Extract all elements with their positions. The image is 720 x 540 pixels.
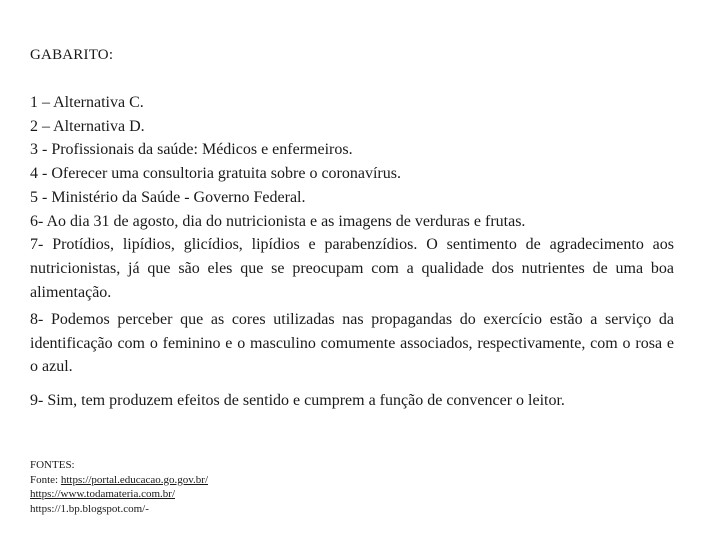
sources-heading: FONTES: (30, 459, 75, 471)
answer-text: Profissionais da saúde: Médicos e enfermeiros. (51, 141, 353, 159)
source-line-2 (30, 487, 208, 502)
answer-text: Protídios, lipídios, glicídios, lipídios e parabenzídios. O sentimento de agradecimento aos nutricionistas, já que são eles que se preocupam com a qualidade dos nutrientes de uma boa alimentação. (30, 236, 675, 301)
answer-item-3 (30, 138, 674, 162)
answer-item-1 (30, 91, 674, 115)
source-prefix: Fonte: (30, 473, 61, 486)
answer-item-9 (30, 389, 674, 413)
answer-text: Oferecer uma consultoria gratuita sobre o coronavírus. (51, 165, 401, 183)
answer-item-7 (30, 233, 674, 304)
answer-number: 4 (30, 165, 38, 183)
answer-separator: - (38, 392, 48, 409)
answer-text: Ao dia 31 de agosto, dia do nutricionista e as imagens de verduras e frutas. (46, 212, 526, 230)
answer-item-4 (30, 162, 674, 186)
source-link-2[interactable]: https://www.todamateria.com.br/ (30, 488, 176, 500)
answer-text: Sim, tem produzem efeitos de sentido e cumprem a função de convencer o leitor. (47, 392, 565, 409)
answer-text: Podemos perceber que as cores utilizadas nas propagandas do exercício estão a serviço da identificação com o feminino e o masculino comumente associados, respectivamente, com o rosa e o azul. (30, 311, 675, 376)
answer-text: Alternativa D. (53, 117, 145, 135)
answer-number: 1 (30, 94, 38, 111)
answer-item-5 (30, 186, 674, 210)
answer-number: 9 (30, 392, 38, 409)
answer-number: 6 (30, 212, 38, 230)
answer-item-2 (30, 115, 674, 139)
source-link-1[interactable]: https://portal.educacao.go.gov.br/ (60, 473, 209, 486)
source-line-1 (30, 473, 208, 488)
answer-separator: – (38, 94, 54, 111)
answer-separator: - (38, 188, 52, 206)
page-title: GABARITO: (30, 47, 114, 63)
answer-text: Ministério da Saúde - Governo Federal. (51, 188, 306, 206)
answer-separator: - (38, 212, 47, 230)
answer-number: 7 (30, 236, 38, 254)
answer-item-8 (30, 308, 674, 379)
answer-separator: – (38, 117, 54, 135)
answer-separator: - (38, 236, 53, 254)
answer-number: 2 (30, 117, 38, 135)
answer-separator: - (38, 165, 52, 183)
answer-number: 5 (30, 188, 38, 206)
answer-list (30, 91, 674, 304)
sources-block (30, 458, 208, 516)
answer-text: Alternativa C. (53, 94, 144, 111)
answer-item-6 (30, 210, 674, 234)
answer-number: 3 (30, 141, 38, 159)
answer-separator: - (38, 141, 52, 159)
answer-number: 8 (30, 311, 38, 328)
answer-separator: - (38, 311, 51, 328)
source-line-3: https://1.bp.blogspot.com/- (30, 502, 149, 515)
